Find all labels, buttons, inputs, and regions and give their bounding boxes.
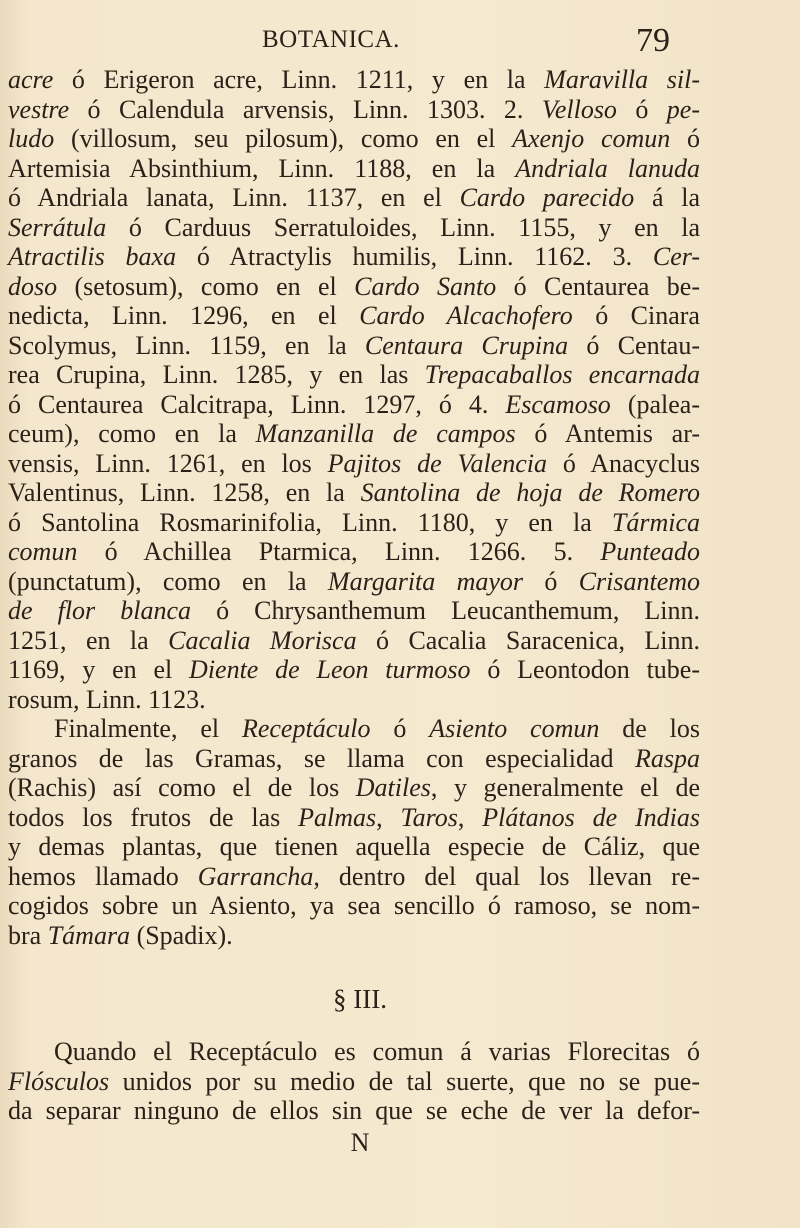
text-line [8, 390, 700, 420]
text-run: ó Centau- [568, 330, 700, 360]
text-run: (setosum), como en el [57, 271, 355, 301]
text-run: á la [634, 183, 700, 212]
text-run: y demas plantas, que tienen aquella especie de Cáliz, que [8, 832, 700, 861]
italic-term: Velloso [541, 94, 617, 124]
text-run: ó Centaurea be- [496, 271, 700, 301]
italic-term: acre [8, 65, 54, 94]
italic-term: Manzanilla de campos [255, 419, 516, 448]
italic-term: Atractilis baxa [8, 242, 177, 271]
italic-term: Trepacaballos encarnada [424, 360, 700, 389]
text-run: ceum), como en la [8, 419, 256, 448]
text-run: rosum, Linn. 1123. [8, 684, 206, 714]
italic-term: Palmas [298, 802, 377, 832]
text-run: , dentro del qual los llevan re- [313, 861, 700, 891]
text-line [8, 921, 700, 951]
text-run: Artemisia Absinthium, Linn. 1188, en la [8, 153, 516, 183]
text-run: granos de las Gramas, se llama con especialidad [8, 743, 635, 773]
text-line [8, 1037, 700, 1067]
text-run: vensis, Linn. 1261, en los [8, 448, 328, 478]
italic-term: Centaura Crupina [364, 330, 569, 360]
italic-term: Cardo parecido [459, 183, 635, 212]
text-run: ó Cacalia Saracenica, Linn. [356, 625, 700, 655]
italic-term: Cardo Alcachofero [359, 301, 573, 330]
italic-term: Margarita mayor [327, 566, 524, 596]
running-title: BOTANICA. [262, 26, 400, 53]
italic-term: vestre [8, 94, 70, 124]
italic-term: Cacalia Morisca [168, 625, 357, 655]
text-run: ó Santolina Rosmarinifolia, Linn. 1180, y en la [8, 507, 612, 537]
italic-term: Cer- [652, 242, 700, 271]
text-run: Quando el Receptáculo es comun á varias Florecitas ó [54, 1037, 700, 1066]
text-line [8, 1067, 700, 1097]
text-run: bra [8, 920, 48, 950]
italic-term: de flor blanca [8, 596, 192, 625]
text-line [8, 272, 700, 302]
text-line [8, 360, 700, 390]
text-run: (Rachis) así como el de los [8, 773, 356, 802]
text-line [8, 714, 700, 744]
italic-term: ludo [8, 124, 55, 153]
section-heading: § III. [333, 984, 387, 1014]
italic-term: Escamoso [505, 389, 611, 419]
italic-term: Serrátula [8, 212, 107, 242]
text-run: ó Centaurea Calcitrapa, Linn. 1297, ó 4. [8, 389, 506, 419]
italic-term: Crisantemo [578, 566, 701, 596]
italic-term: doso [8, 271, 58, 301]
text-line [8, 596, 700, 626]
italic-term: Santolina de hoja de Romero [360, 478, 700, 507]
italic-term: Taros [400, 802, 458, 832]
text-run: Scolymus, Linn. 1159, en la [8, 330, 365, 360]
text-run: ó Anacyclus [547, 448, 700, 478]
text-line [8, 685, 700, 715]
italic-term: Diente de Leon turmoso [189, 655, 471, 684]
text-run: cogidos sobre un Asiento, ya sea sencillo ó ramoso, se nom- [8, 891, 700, 920]
text-run: 1251, en la [8, 625, 169, 655]
text-run: hemos llamado [8, 861, 198, 891]
italic-term: Maravilla sil- [544, 65, 701, 94]
text-line [8, 95, 700, 125]
italic-term: Datiles [355, 773, 431, 802]
italic-term: Axenjo comun [512, 124, 671, 153]
text-line [8, 567, 700, 597]
text-run: , y generalmente el de [430, 773, 700, 802]
italic-term: Garrancha [197, 861, 314, 891]
text-line [8, 803, 700, 833]
text-line [8, 419, 700, 449]
italic-term: Andriala lanuda [515, 153, 701, 183]
italic-term: Pajitos de Valencia [327, 448, 548, 478]
text-line [8, 449, 700, 479]
text-line [8, 124, 700, 154]
text-run: da separar ninguno de ellos sin que se eche de ver la defor- [8, 1096, 700, 1125]
text-run: ó Cinara [572, 301, 700, 330]
italic-term: Tármica [611, 507, 700, 537]
text-run: ó Chrysanthemum Leucanthemum, Linn. [191, 596, 700, 625]
text-run: ó Achillea Ptarmica, Linn. 1266. 5. [77, 537, 601, 566]
text-run: ó [670, 124, 700, 153]
italic-term: Raspa [635, 743, 700, 773]
italic-term: comun [8, 537, 78, 566]
text-line [8, 832, 700, 862]
text-line [8, 65, 700, 95]
text-run: (punctatum), como en la [8, 566, 328, 596]
page-number: 79 [636, 22, 670, 59]
text-line [8, 891, 700, 921]
text-run: ó Erigeron acre, Linn. 1211, y en la [53, 65, 545, 94]
text-run: , [457, 802, 483, 832]
text-line [8, 626, 700, 656]
text-run: (palea- [610, 389, 700, 419]
italic-term: Cardo Santo [354, 271, 497, 301]
text-line [8, 655, 700, 685]
text-run: ó [370, 714, 430, 743]
text-run: todos los frutos de las [8, 802, 299, 832]
text-line [8, 537, 700, 567]
text-run: ó Leontodon tube- [470, 655, 700, 684]
text-line [8, 183, 700, 213]
italic-term: Támara [47, 920, 131, 950]
text-line [8, 862, 700, 892]
text-line [8, 213, 700, 243]
text-run: (villosum, seu pilosum), como en el [54, 124, 513, 153]
italic-term: pe- [666, 94, 700, 124]
text-run: ó [523, 566, 579, 596]
italic-term: Plátanos de Indias [482, 802, 700, 832]
text-line [8, 331, 700, 361]
text-run: ó Antemis ar- [515, 419, 700, 448]
text-run: ó Carduus Serratuloides, Linn. 1155, y en la [106, 212, 700, 242]
text-run: ó Calendula arvensis, Linn. 1303. 2. [69, 94, 542, 124]
text-line [8, 301, 700, 331]
text-run: ó [616, 94, 667, 124]
text-run: Finalmente, el [54, 714, 242, 743]
text-line [8, 744, 700, 774]
text-line [8, 242, 700, 272]
text-line [8, 508, 700, 538]
text-run: ó Atractylis humilis, Linn. 1162. 3. [176, 242, 653, 271]
text-line [8, 1096, 700, 1126]
signature-mark: N [350, 1128, 370, 1157]
text-run: unidos por su medio de tal suerte, que no se pue- [109, 1066, 700, 1096]
text-run: ó Andriala lanata, Linn. 1137, en el [8, 183, 460, 212]
text-run: , [376, 802, 401, 832]
text-line [8, 154, 700, 184]
italic-term: Flósculos [8, 1066, 110, 1096]
text-line [8, 478, 700, 508]
text-run: rea Crupina, Linn. 1285, y en las [8, 360, 425, 389]
italic-term: Receptáculo [241, 714, 371, 743]
text-run: nedicta, Linn. 1296, en el [8, 301, 360, 330]
text-run: de los [599, 714, 700, 743]
italic-term: Asiento comun [429, 714, 600, 743]
text-run: Valentinus, Linn. 1258, en la [8, 478, 361, 507]
text-line [8, 773, 700, 803]
text-run: (Spadix). [130, 920, 233, 950]
text-run: 1169, y en el [8, 655, 190, 684]
italic-term: Punteado [600, 537, 700, 566]
page-header [0, 22, 700, 60]
